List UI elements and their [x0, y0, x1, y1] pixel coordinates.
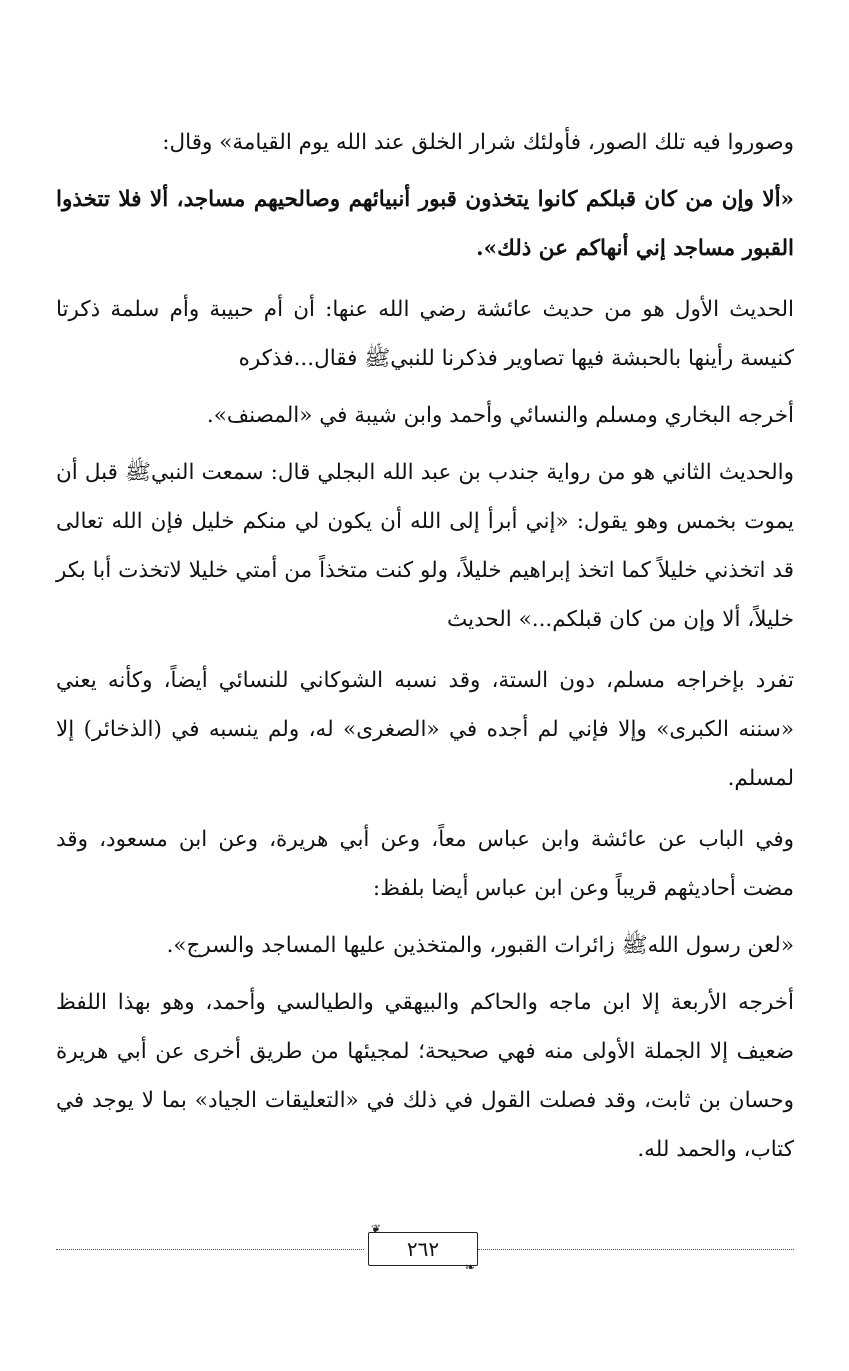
paragraph-3: الحديث الأول هو من حديث عائشة رضي الله عنها: أن أم حبيبة وأم سلمة ذكرتا كنيسة رأينها بالحبشة فيها تصاوير فذكرنا للنبيﷺ فقال...فذكره: [56, 297, 794, 371]
page-number-frame: [368, 1222, 478, 1274]
paragraph-6: تفرد بإخراجه مسلم، دون الستة، وقد نسبه الشوكاني للنسائي أيضاً، وكأنه يعني «سننه الكبرى» وإلا فإني لم أجده في «الصغرى» له، ولم ينسبه في (الذخائر) إلا لمسلم.: [56, 668, 794, 791]
paragraph-2-hadith-quote: «ألا وإن من كان قبلكم كانوا يتخذون قبور أنبيائهم وصالحيهم مساجد، ألا فلا تتخذوا القبور مساجد إني أنهاكم عن ذلك».: [56, 187, 794, 261]
paragraph-4: أخرجه البخاري ومسلم والنسائي وأحمد وابن شيبة في «المصنف».: [206, 403, 794, 428]
main-text: [56, 118, 794, 1174]
footer-dotted-rule-left: [56, 1249, 364, 1250]
paragraph-8: «لعن رسول اللهﷺ زائرات القبور، والمتخذين عليها المساجد والسرج».: [166, 933, 794, 958]
paragraph-5: والحديث الثاني هو من رواية جندب بن عبد الله البجلي قال: سمعت النبيﷺ قبل أن يموت بخمس وهو يقول: «إني أبرأ إلى الله أن يكون لي منكم خليل فإن الله تعالى قد اتخذني خليلاً كما اتخذ إبراهيم خليلاً، ولو كنت متخذاً من أمتي خليلا لاتخذت أبا بكر خليلاً، ألا وإن من كان قبلكم...» الحديث: [56, 460, 794, 632]
page-number: ٢٦٢: [406, 1237, 440, 1261]
paragraph-9: أخرجه الأربعة إلا ابن ماجه والحاكم والبيهقي والطيالسي وأحمد، وهو بهذا اللفظ ضعيف إلا الجملة الأولى منه فهي صحيحة؛ لمجيئها من طريق أخرى عن أبي هريرة وحسان بن ثابت، وقد فصلت القول في ذلك في «التعليقات الجياد» بما لا يوجد في كتاب، والحمد لله.: [56, 990, 794, 1162]
paragraph-7: وفي الباب عن عائشة وابن عباس معاً، وعن أبي هريرة، وعن ابن مسعود، وقد مضت أحاديثهم قريباً وعن ابن عباس أيضا بلفظ:: [56, 827, 794, 901]
ornament-icon: ❧: [464, 1260, 475, 1274]
paragraph-1: وصوروا فيه تلك الصور، فأولئك شرار الخلق عند الله يوم القيامة» وقال:: [162, 130, 794, 155]
page-footer: [56, 1222, 794, 1274]
footer-dotted-rule-right: [478, 1249, 794, 1250]
ornament-icon: ❦: [371, 1222, 382, 1236]
